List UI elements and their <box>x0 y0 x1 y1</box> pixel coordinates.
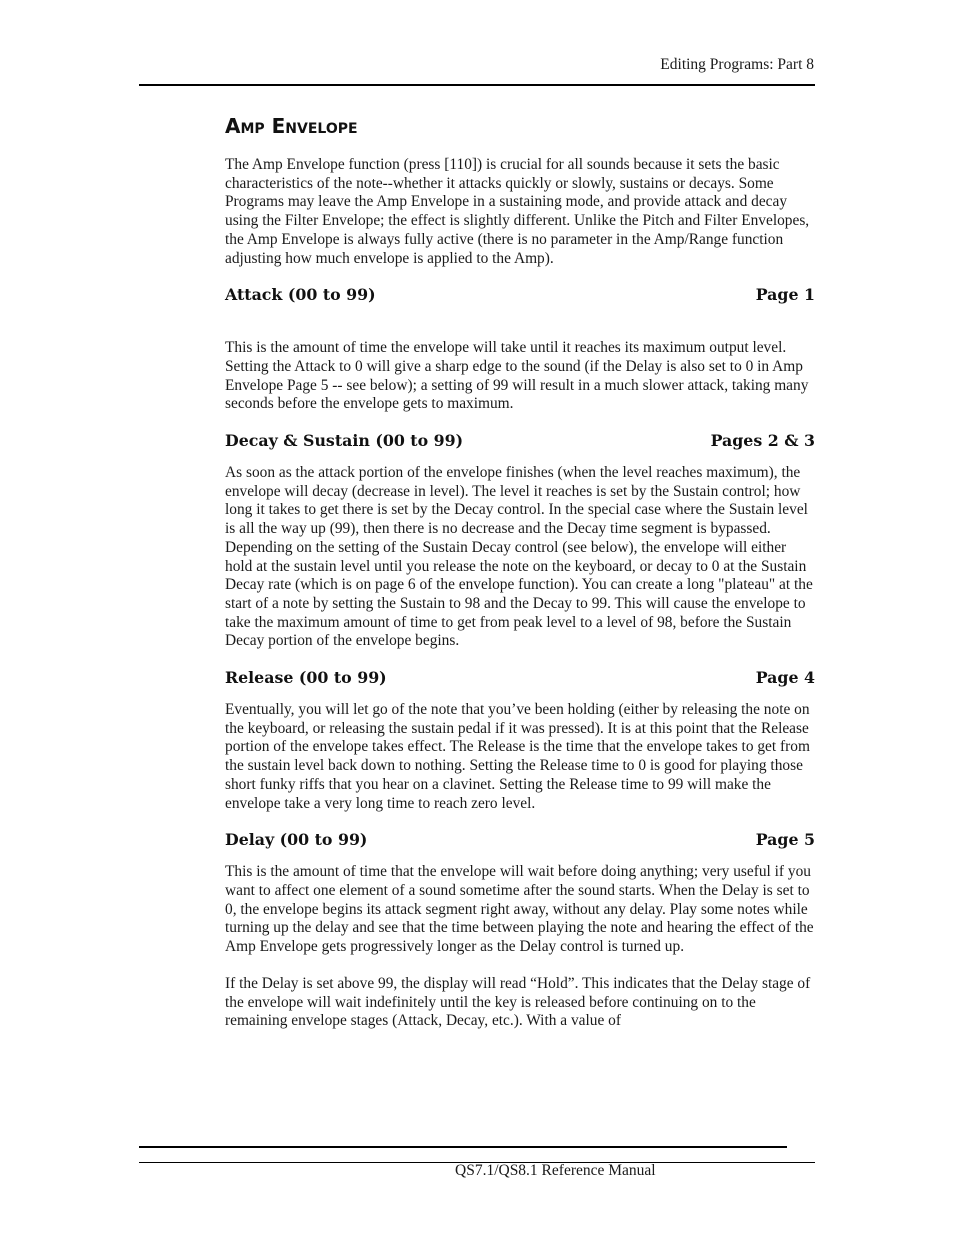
param-paragraph: This is the amount of time the envelope will take until it reaches its maximum output level. Setting the Attack to 0 will give a sharp edge to the sound (if the Delay is also set to 0 in Amp Envelope Page 5 -- see below); a setting of 99 will result in a much slower attack, taking many seconds before the envelope gets to maximum. <box>225 339 809 413</box>
param-paragraph: If the Delay is set above 99, the display will read “Hold”. This indicates that the Delay stage of the envelope will wait indefinitely until the key is released before continuing on to the remaining envelope stages (Attack, Decay, etc.). With a value of <box>225 974 811 1030</box>
section-title: Amp Envelope <box>225 114 358 138</box>
intro-paragraph: The Amp Envelope function (press [110]) is crucial for all sounds because it sets the basic characteristics of the note--whether it attacks quickly or slowly, sustains or decays. Some Programs may leave the Amp Envelope in a sustaining mode, and provide attack and decay using the Filter Envelope; the effect is slightly different. Unlike the Pitch and Filter Envelopes, the Amp Envelope is always fully active (there is no parameter in the Amp/Range function adjusting how much envelope is applied to the Amp). <box>225 156 810 267</box>
running-header: Editing Programs: Part 8 <box>660 56 814 73</box>
footer-rule <box>139 1146 787 1148</box>
page-content <box>225 112 815 1031</box>
param-heading-decay-sustain <box>225 431 815 451</box>
param-heading-release <box>225 668 815 688</box>
param-page: Page 4 <box>755 668 815 688</box>
param-name: Decay & Sustain (00 to 99) <box>225 431 464 451</box>
param-page: Page 1 <box>755 285 815 305</box>
param-paragraph: Eventually, you will let go of the note that you’ve been holding (either by releasing the note on the keyboard, or releasing the sustain pedal if it was pressed). It is at this point that the Release portion of the envelope takes effect. The Release is the time that the envelope takes to get from the sustain level back down to nothing. Setting the Release time to 0 is good for playing those short funky riffs that you hear on a clavinet. Setting the Release time to 99 will make the envelope take a very long time to reach zero level. <box>225 701 810 812</box>
param-page: Pages 2 & 3 <box>710 431 815 451</box>
running-footer: QS7.1/QS8.1 Reference Manual <box>455 1162 656 1179</box>
header-rule <box>139 84 815 86</box>
param-heading-delay <box>225 830 815 850</box>
param-name: Delay (00 to 99) <box>225 830 368 850</box>
param-name: Release (00 to 99) <box>225 668 387 688</box>
param-name: Attack (00 to 99) <box>225 285 376 305</box>
param-page: Page 5 <box>755 830 815 850</box>
param-paragraph: As soon as the attack portion of the envelope finishes (when the level reaches maximum), the envelope will decay (decrease in level). The level it reaches is set by the Sustain control; how long it takes to get there is set by the Decay control. In the special case where the Sustain level is all the way up (99), then there is no decrease and the Decay time segment is bypassed. Depending on the setting of the Sustain Decay control (see below), the envelope will either hold at the sustain level until you release the note on the keyboard, or decay to 0 at the Sustain Decay rate (which is on page 6 of the envelope function). You can create a long "plateau" at the start of a note by setting the Sustain to 98 and the Decay to 99. This will cause the envelope to take the maximum amount of time to get from peak level to a level of 98, before the Sustain Decay portion of the envelope begins. <box>225 464 813 650</box>
param-heading-attack <box>225 285 815 305</box>
param-paragraph: This is the amount of time that the envelope will wait before doing anything; very useful if you want to affect one element of a sound sometime after the sound starts. When the Delay is set to 0, the envelope begins its attack segment right away, without any delay. Play some notes while turning up the delay and see that the time between playing the note and hearing the effect of the Amp Envelope gets progressively longer as the Delay control is turned up. <box>225 863 814 956</box>
